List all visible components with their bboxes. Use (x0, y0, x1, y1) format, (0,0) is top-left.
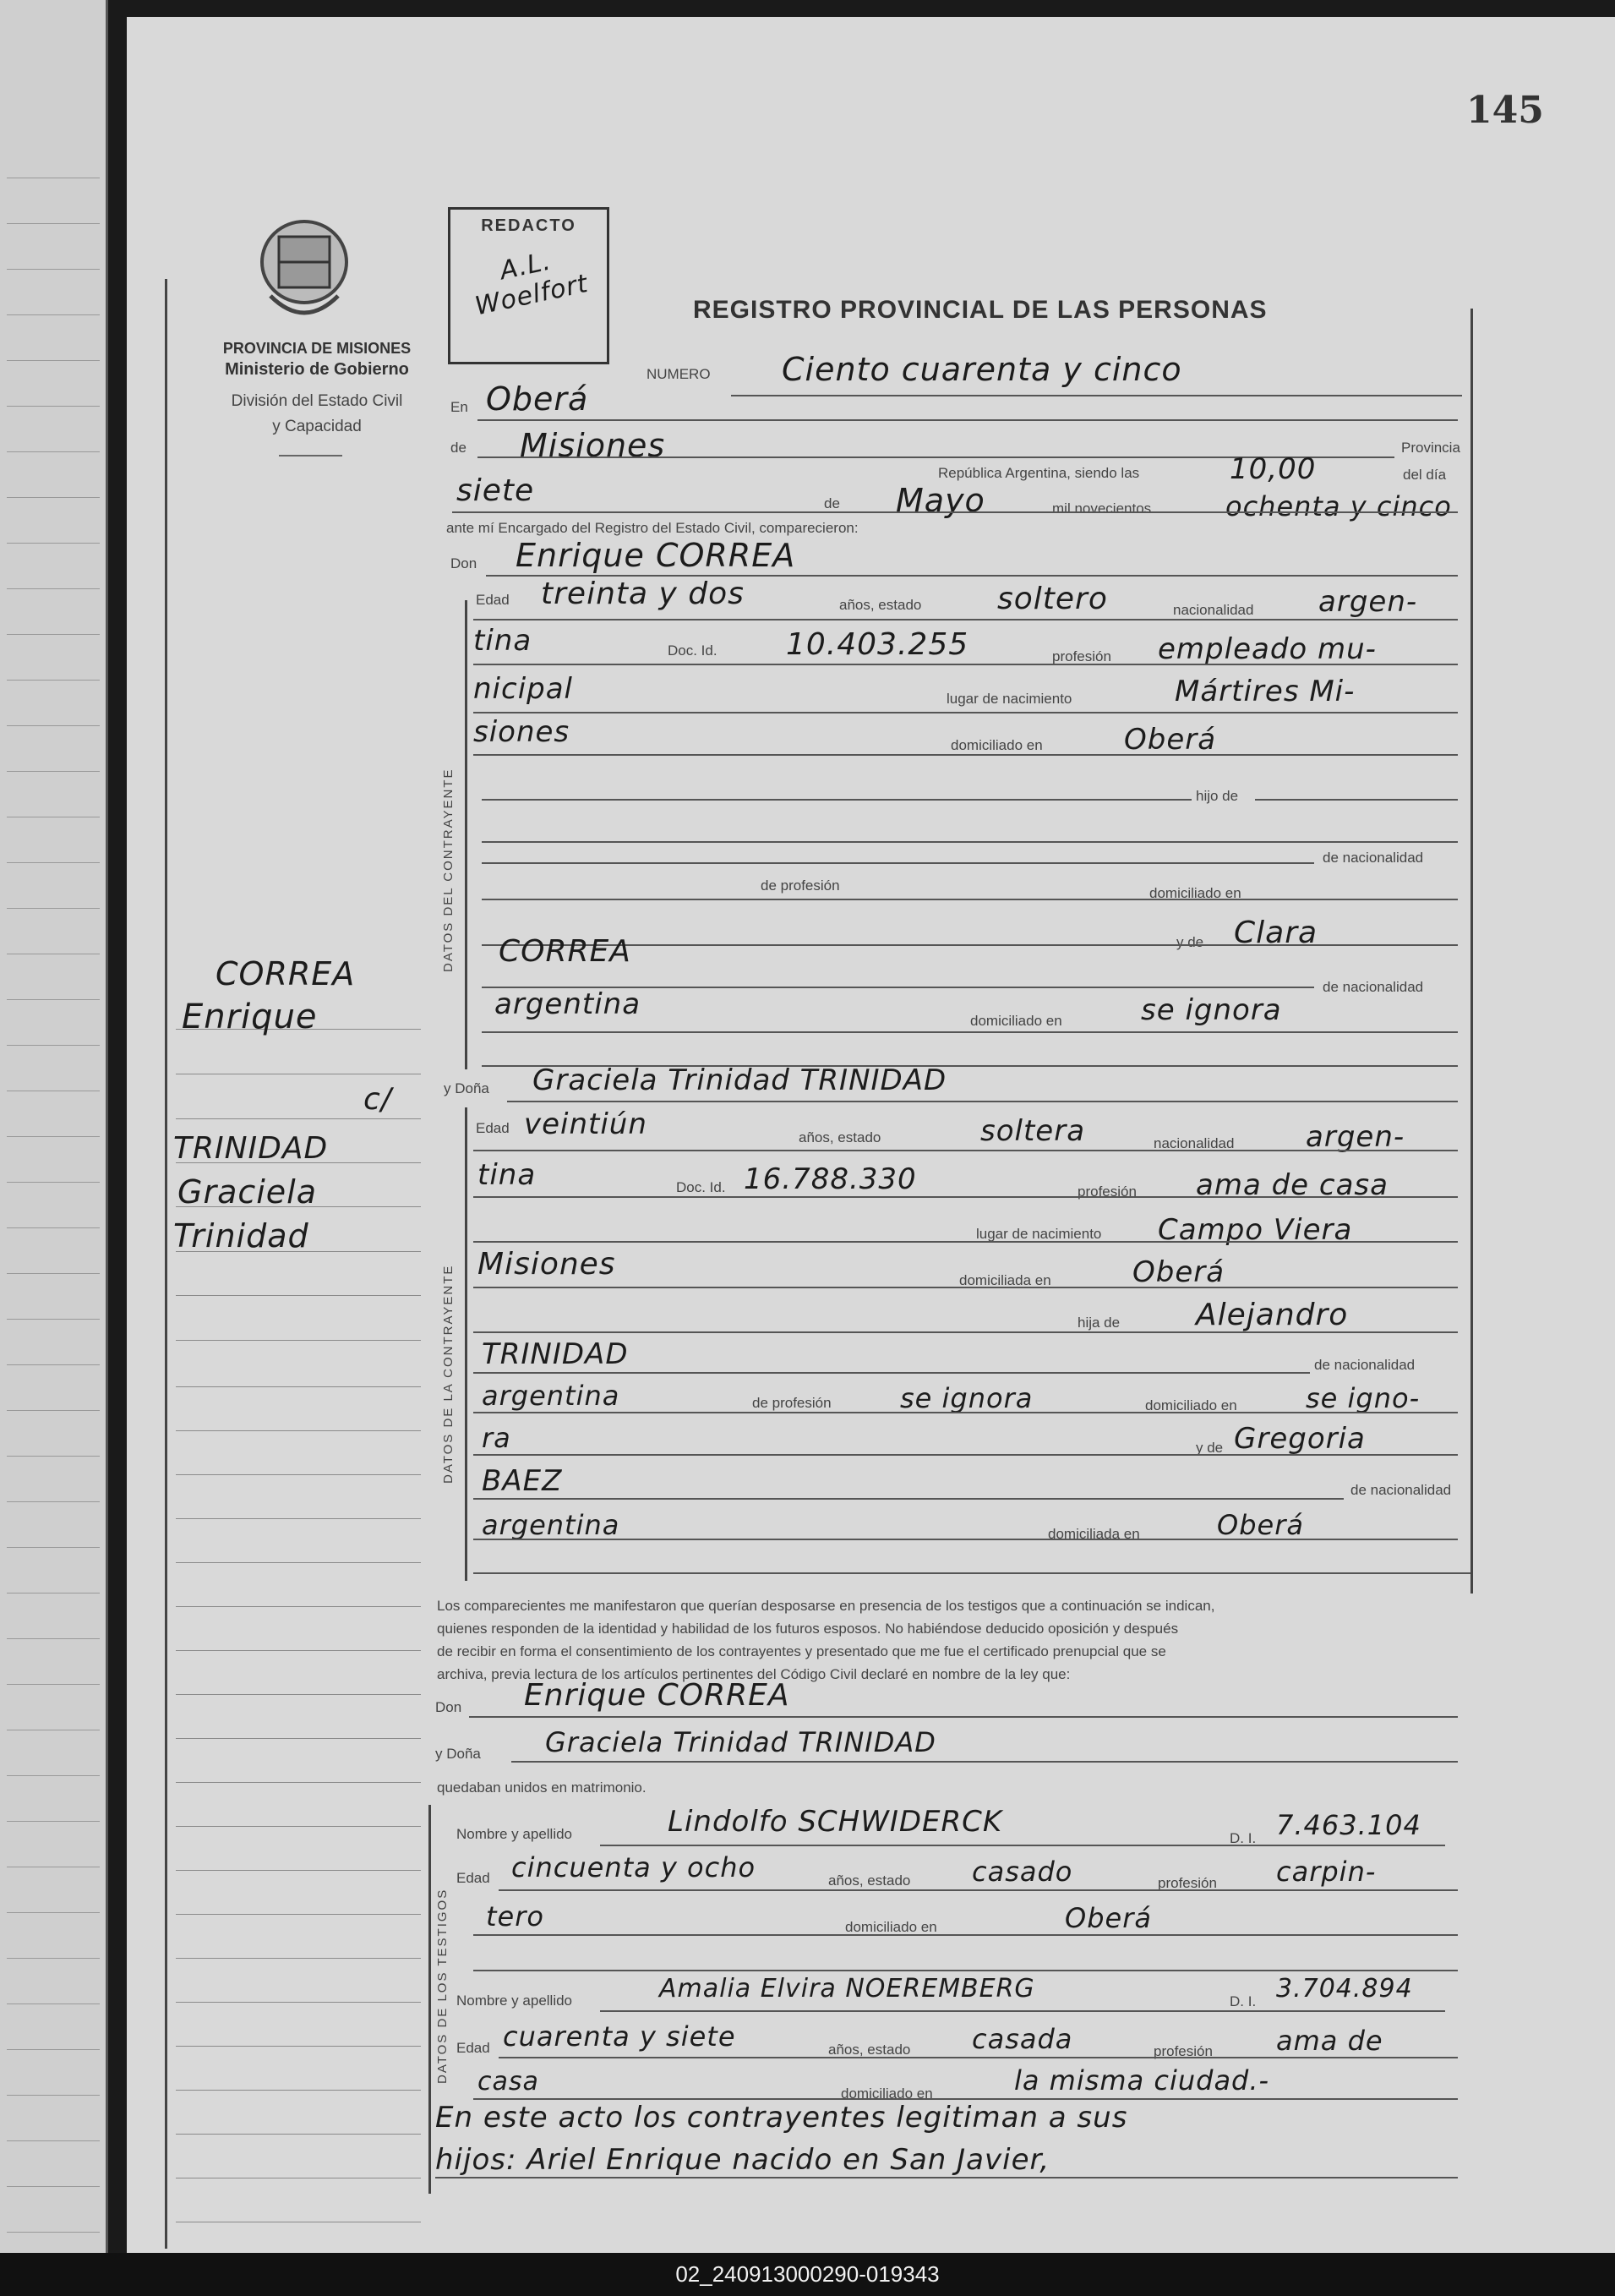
groom-mother-label: y de (1176, 934, 1204, 950)
groom-father-surname: CORREA (499, 934, 631, 969)
del-dia-label: del día (1403, 467, 1447, 483)
margin-rule (176, 2046, 421, 2047)
previous-page-rule (7, 1273, 100, 1274)
witness1-name: Lindolfo SCHWIDERCK (668, 1805, 1003, 1839)
bride-prof-label: profesión (1078, 1184, 1137, 1200)
margin-rule (176, 2134, 421, 2135)
bride-residence: Oberá (1132, 1255, 1225, 1289)
previous-page-rule (7, 1912, 100, 1913)
previous-page-rule (7, 1045, 100, 1046)
bride-mother-dom-label: domiciliada en (1048, 1526, 1140, 1542)
groom-mother-dom-label: domiciliado en (970, 1013, 1062, 1029)
groom-edad-label: Edad (476, 592, 510, 608)
bride-father-residence-2: ra (482, 1422, 511, 1454)
bride-domicilio-label: domiciliada en (959, 1272, 1051, 1288)
division-line-2: y Capacidad (272, 418, 362, 435)
groom-section-label: DATOS DEL CONTRAYENTE (441, 768, 456, 972)
provincia-label: Provincia (1401, 440, 1460, 456)
previous-page-rule (7, 360, 100, 361)
witness2-prof-label: profesión (1154, 2043, 1213, 2059)
division-line-1: División del Estado Civil (231, 392, 403, 410)
witness2-dom-label: domiciliado en (841, 2086, 933, 2102)
bride-mother-residence: Oberá (1217, 1509, 1304, 1541)
republica-label: República Argentina, siendo las (938, 465, 1140, 481)
previous-page-rule (7, 1456, 100, 1457)
previous-page-rule (7, 771, 100, 772)
bride-birthplace: Campo Viera (1158, 1213, 1353, 1247)
bride-father-prof-label: de profesión (752, 1395, 832, 1411)
witness2-id: 3.704.894 (1276, 1974, 1413, 2004)
margin-rule (176, 1386, 421, 1387)
page-number: 145 (1466, 89, 1544, 132)
act-province: Misiones (520, 427, 666, 464)
witness-section-border (428, 1805, 431, 2194)
decl-don-label: Don (435, 1699, 462, 1715)
margin-rule (176, 1474, 421, 1475)
previous-page-rule (7, 1958, 100, 1959)
witness2-age: cuarenta y siete (503, 2020, 736, 2053)
margin-rule (176, 1826, 421, 1827)
margin-rule (176, 1606, 421, 1607)
margin-rule (176, 1782, 421, 1783)
groom-section-border (465, 600, 467, 1069)
bride-father-nationality: argentina (482, 1380, 620, 1412)
de-label: de (450, 440, 466, 456)
bride-father-profession: se ignora (900, 1382, 1034, 1414)
witness1-profession: carpin- (1276, 1856, 1377, 1888)
margin-rule (176, 1694, 421, 1695)
witness1-profession-2: tero (486, 1900, 544, 1932)
bride-profession: ama de casa (1196, 1168, 1389, 1202)
ante-mi-label: ante mí Encargado del Registro del Estado Civil, comparecieron: (446, 520, 859, 536)
groom-mother-nac-label: de nacionalidad (1323, 979, 1424, 995)
groom-nationality: argen- (1318, 585, 1418, 619)
witness1-name-label: Nombre y apellido (456, 1826, 573, 1842)
witness2-estado-label: años, estado (828, 2042, 911, 2058)
witness2-name: Amalia Elvira NOEREMBERG (659, 1974, 1035, 2004)
declaration-line-2: quienes responden de la identidad y habilidad de los futuros esposos. No habiéndose deducido oposición y después (437, 1621, 1179, 1637)
previous-page-rule (7, 314, 100, 315)
declaration-closing: quedaban unidos en matrimonio. (437, 1779, 647, 1796)
witness2-profession-2: casa (477, 2067, 539, 2096)
legitimation-note-line-1: En este acto los contrayentes legitiman a sus (435, 2101, 1128, 2135)
groom-mother-residence: se ignora (1141, 993, 1282, 1027)
bride-father-residence: se igno- (1306, 1382, 1421, 1414)
groom-doc-label: Doc. Id. (668, 642, 717, 659)
redacto-label: REDACTO (481, 216, 576, 235)
bride-mother-label: y de (1196, 1440, 1224, 1456)
bride-doc-number: 16.788.330 (744, 1162, 917, 1196)
previous-page-rule (7, 1821, 100, 1822)
margin-con: c/ (363, 1082, 392, 1117)
previous-page-rule (7, 634, 100, 635)
bride-civil-status: soltera (980, 1114, 1086, 1148)
province-name: PROVINCIA DE MISIONES (222, 340, 412, 357)
de-label-2: de (824, 495, 840, 511)
witness2-name-label: Nombre y apellido (456, 1993, 573, 2009)
previous-page-rule (7, 1227, 100, 1228)
witness1-di-label: D. I. (1230, 1830, 1257, 1846)
witness2-civil-status: casada (972, 2023, 1073, 2055)
witness1-residence: Oberá (1065, 1902, 1152, 1934)
declaration-line-1: Los comparecientes me manifestaron que querían desposarse en presencia de los testigos que a continuación se indican, (437, 1598, 1215, 1614)
witness1-civil-status: casado (972, 1856, 1073, 1888)
previous-page-rule (7, 1775, 100, 1776)
bride-mother-name: Gregoria (1234, 1422, 1366, 1456)
witness1-estado-label: años, estado (828, 1872, 911, 1889)
groom-doc-number: 10.403.255 (786, 627, 969, 662)
previous-page-rule (7, 497, 100, 498)
margin-rule (176, 2090, 421, 2091)
previous-page-rule (7, 543, 100, 544)
previous-page-rule (7, 1410, 100, 1411)
act-number: Ciento cuarenta y cinco (782, 351, 1182, 388)
ministry-name: Ministerio de Gobierno (225, 360, 409, 379)
groom-estado-label: años, estado (839, 597, 922, 613)
margin-rule (176, 1914, 421, 1915)
previous-page-rule (7, 725, 100, 726)
act-day: siete (456, 473, 535, 508)
bride-nationality: argen- (1306, 1120, 1405, 1154)
previous-page-rule (7, 223, 100, 224)
scan-footer-id: 02_240913000290-019343 (0, 2253, 1615, 2296)
previous-page-rule (7, 2140, 100, 2141)
act-year: ochenta y cinco (1225, 490, 1452, 522)
witness1-dom-label: domiciliado en (845, 1919, 937, 1935)
previous-page-rule (7, 1638, 100, 1639)
previous-page-rule (7, 908, 100, 909)
witness2-profession: ama de (1276, 2025, 1383, 2057)
groom-father-nac-label: de nacionalidad (1323, 850, 1424, 866)
decl-dona-label: y Doña (435, 1746, 481, 1762)
numero-label: NUMERO (647, 366, 711, 382)
mil-label: mil novecientos (1052, 500, 1152, 517)
margin-surname-groom: CORREA (216, 955, 356, 992)
bride-section-border (465, 1107, 467, 1581)
decl-bride-name: Graciela Trinidad TRINIDAD (545, 1726, 936, 1758)
redacto-stamp (448, 207, 609, 364)
previous-page-rule (7, 999, 100, 1000)
previous-page-rule (7, 862, 100, 863)
document-title: REGISTRO PROVINCIAL DE LAS PERSONAS (693, 296, 1268, 324)
previous-page-rule (7, 1182, 100, 1183)
en-label: En (450, 399, 468, 415)
groom-residence: Oberá (1124, 723, 1217, 757)
bride-birthplace-label: lugar de nacimiento (976, 1226, 1102, 1242)
margin-rule (176, 1738, 421, 1739)
witness2-residence: la misma ciudad.- (1014, 2064, 1270, 2096)
groom-birthplace-2: siones (473, 715, 570, 749)
declaration-line-4: archiva, previa lectura de los artículos pertinentes del Código Civil declaré en nombre de la ley que: (437, 1666, 1071, 1682)
bride-doc-label: Doc. Id. (676, 1179, 726, 1195)
groom-father-dom-label: domiciliado en (1149, 885, 1241, 901)
groom-mother-name: Clara (1234, 916, 1318, 950)
groom-name: Enrique CORREA (516, 537, 796, 574)
bride-nationality-2: tina (477, 1158, 537, 1192)
redacto-signature: A.L. Woelfort (472, 246, 592, 322)
groom-profession: empleado mu- (1158, 632, 1377, 666)
seal-divider (279, 455, 342, 456)
previous-page-rule (7, 1684, 100, 1685)
bride-father-surname: TRINIDAD (482, 1337, 629, 1371)
bride-section-label: DATOS DE LA CONTRAYENTE (441, 1264, 456, 1484)
bride-father-nac-label: de nacionalidad (1314, 1357, 1416, 1373)
witness1-id: 7.463.104 (1276, 1809, 1421, 1841)
bride-hija-de-label: hija de (1078, 1315, 1121, 1331)
act-hour: 10,00 (1230, 452, 1317, 486)
bride-father-name: Alejandro (1196, 1298, 1349, 1332)
groom-age: treinta y dos (541, 577, 745, 611)
witness-section-label: DATOS DE LOS TESTIGOS (435, 1888, 450, 2084)
witness2-edad-label: Edad (456, 2040, 490, 2056)
groom-father-prof-label: de profesión (761, 877, 840, 894)
bride-mother-nac-label: de nacionalidad (1350, 1482, 1452, 1498)
groom-hijo-de-label: hijo de (1196, 788, 1239, 804)
declaration-line-3: de recibir en forma el consentimiento de los contrayentes y presentado que me fue el certificado prenupcial que se (437, 1643, 1166, 1659)
groom-nac-label: nacionalidad (1173, 602, 1254, 618)
bride-province: Misiones (477, 1247, 616, 1282)
previous-page-rule (7, 2095, 100, 2096)
bride-mother-surname: BAEZ (482, 1464, 563, 1498)
margin-name-groom: Enrique (182, 998, 318, 1036)
bride-nac-label: nacionalidad (1154, 1135, 1235, 1151)
margin-rule (176, 1870, 421, 1871)
margin-rule (176, 1958, 421, 1959)
legitimation-note-line-2: hijos: Ariel Enrique nacido en San Javier, (435, 2143, 1050, 2177)
previous-page-edge (0, 0, 108, 2253)
previous-page-rule (7, 588, 100, 589)
witness1-edad-label: Edad (456, 1870, 490, 1886)
previous-page-rule (7, 269, 100, 270)
register-page (127, 17, 1615, 2253)
margin-rule (176, 1650, 421, 1651)
margin-name-bride-2: Trinidad (173, 1217, 309, 1255)
groom-mother-nationality: argentina (494, 987, 641, 1021)
previous-page-rule (7, 1319, 100, 1320)
margin-surname-bride: TRINIDAD (173, 1131, 329, 1166)
decl-groom-name: Enrique CORREA (524, 1678, 790, 1713)
margin-name-bride: Graciela (177, 1173, 318, 1211)
groom-profession-2: nicipal (473, 672, 573, 706)
groom-birthplace-label: lugar de nacimiento (947, 691, 1072, 707)
groom-civil-status: soltero (997, 582, 1108, 616)
bride-estado-label: años, estado (799, 1129, 881, 1145)
bride-edad-label: Edad (476, 1120, 510, 1136)
form-right-border (1470, 309, 1473, 1594)
margin-rule (176, 1562, 421, 1563)
groom-prof-label: profesión (1052, 648, 1111, 664)
previous-page-rule (7, 1136, 100, 1137)
margin-rule (176, 1430, 421, 1431)
previous-page-rule (7, 2049, 100, 2050)
margin-column-border (165, 279, 167, 2249)
act-month: Mayo (896, 482, 985, 519)
groom-domicilio-label: domiciliado en (951, 737, 1043, 753)
coat-of-arms-seal (254, 211, 355, 338)
previous-page-rule (7, 1501, 100, 1502)
previous-page-rule (7, 406, 100, 407)
witness1-age: cincuenta y ocho (511, 1851, 756, 1883)
bride-age: veintiún (524, 1107, 647, 1141)
act-place: Oberá (486, 380, 589, 418)
previous-page-rule (7, 1547, 100, 1548)
bride-father-dom-label: domiciliado en (1145, 1397, 1237, 1413)
previous-page-rule (7, 680, 100, 681)
previous-page-rule (7, 1593, 100, 1594)
previous-page-rule (7, 1364, 100, 1365)
margin-rule (176, 1518, 421, 1519)
groom-birthplace: Mártires Mi- (1175, 675, 1356, 708)
witness1-prof-label: profesión (1158, 1875, 1217, 1891)
previous-page-rule (7, 2232, 100, 2233)
don-label: Don (450, 555, 477, 571)
groom-nationality-2: tina (473, 624, 532, 658)
dona-label: y Doña (444, 1080, 489, 1096)
margin-rule (176, 2002, 421, 2003)
previous-page-rule (7, 2186, 100, 2187)
bride-name: Graciela Trinidad TRINIDAD (532, 1063, 947, 1097)
previous-page-rule (7, 451, 100, 452)
bride-mother-nationality: argentina (482, 1509, 620, 1541)
witness2-di-label: D. I. (1230, 1993, 1257, 2009)
